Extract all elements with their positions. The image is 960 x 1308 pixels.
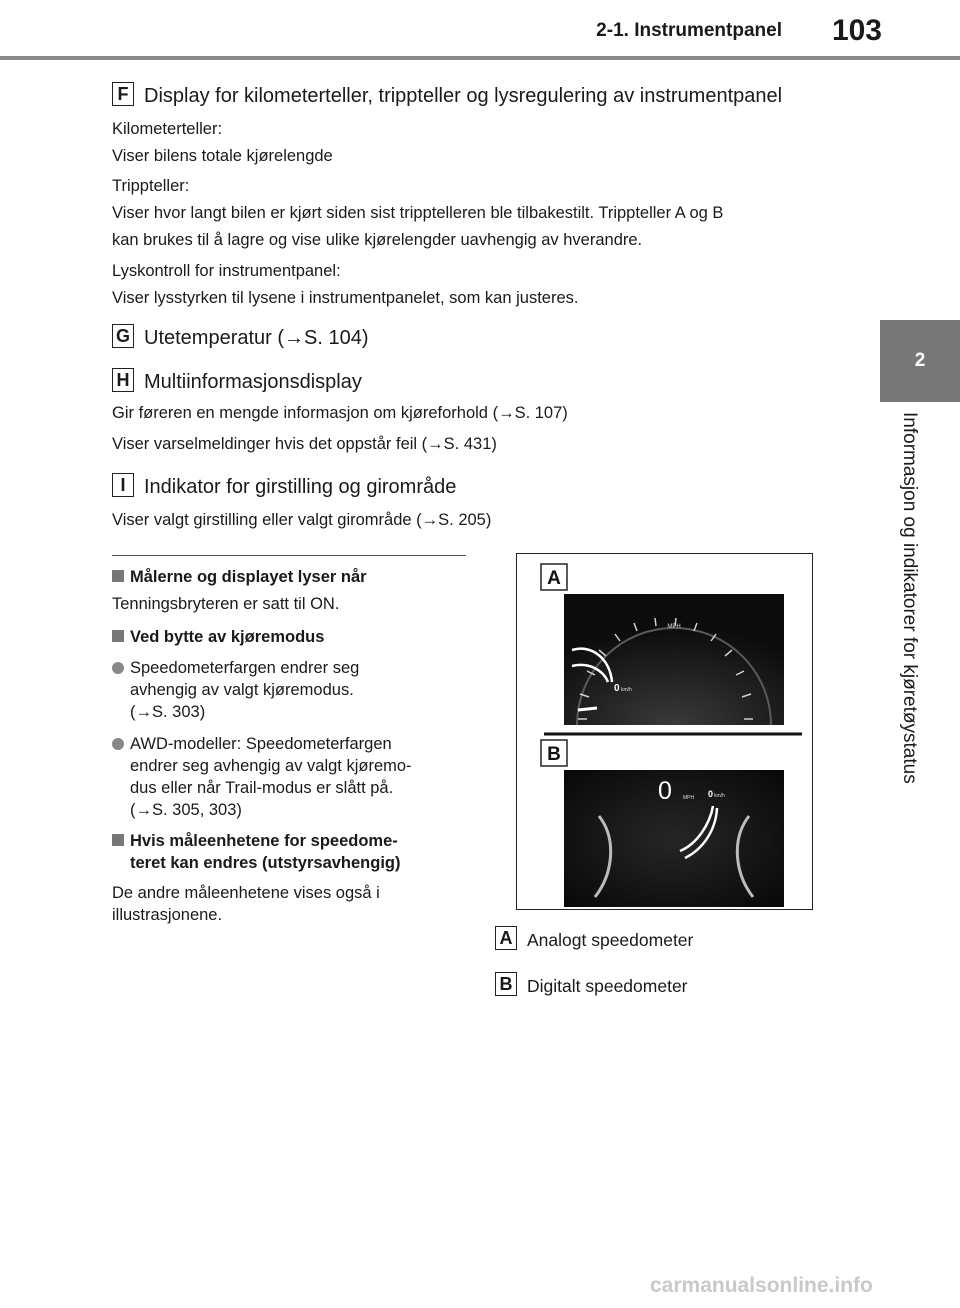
note-3-text: De andre måleenhetene vises også i illustrasjonene. <box>112 884 380 924</box>
watermark: carmanualsonline.info <box>650 1274 873 1297</box>
odometer-paragraph <box>112 116 333 170</box>
section-g-title: Utetemperatur (→S. 104) <box>144 327 369 349</box>
notes-divider <box>112 555 466 556</box>
label-f: F <box>112 82 134 106</box>
section-h-text-1: Gir føreren en mengde informasjon om kjøreforhold (→S. 107) <box>112 404 568 422</box>
section-i-text: Viser valgt girstilling eller valgt girområde (→S. 205) <box>112 511 492 529</box>
section-header: 2-1. Instrumentpanel <box>596 20 782 41</box>
square-bullet-icon <box>112 630 124 642</box>
square-bullet-icon <box>112 834 124 846</box>
section-f-title: Display for kilometerteller, trippteller og lysregulering av instrumentpanel <box>144 85 783 107</box>
speedometer-figure <box>516 553 813 910</box>
analog-needle <box>578 708 597 710</box>
tripmeter-label: Trippteller: <box>112 177 190 195</box>
header-divider <box>0 56 960 60</box>
analog-unit: MPH <box>667 624 681 630</box>
caption-label-a: A <box>495 926 517 950</box>
square-bullet-icon <box>112 570 124 582</box>
odometer-text: Viser bilens totale kjørelengde <box>112 147 333 165</box>
round-bullet-icon <box>112 662 124 674</box>
tripmeter-text-1: Viser hvor langt bilen er kjørt siden sist tripptelleren ble tilbakestilt. Trippteller A og B <box>112 204 724 222</box>
note-2-heading: Ved bytte av kjøremodus <box>112 626 324 648</box>
speedometer-illustration <box>517 554 814 911</box>
odometer-label: Kilometerteller: <box>112 120 223 138</box>
digital-sub-unit: km/h <box>714 793 725 799</box>
analog-sub-unit: km/h <box>621 687 632 693</box>
label-i: I <box>112 473 134 497</box>
caption-label-b: B <box>495 972 517 996</box>
section-i-heading <box>112 473 456 499</box>
figure-label-b: B <box>547 744 561 765</box>
note-3-heading: Hvis måleenhetene for speedome- teret kan endres (utstyrsavhengig) <box>112 830 401 874</box>
digital-value: 0 <box>658 777 672 805</box>
caption-a-text: Analogt speedometer <box>527 930 694 950</box>
label-h: H <box>112 368 134 392</box>
analog-panel <box>564 594 784 725</box>
note-1-text: Tenningsbryteren er satt til ON. <box>112 595 340 613</box>
section-f-heading <box>112 82 782 108</box>
note-1-heading: Målerne og displayet lyser når <box>112 566 367 588</box>
caption-a <box>495 926 693 951</box>
digital-unit: MPH <box>683 795 695 801</box>
digital-sub-value: 0 <box>708 789 714 799</box>
label-g: G <box>112 324 134 348</box>
digital-panel <box>564 770 784 907</box>
tripmeter-paragraph <box>112 173 723 254</box>
page-number: 103 <box>831 14 882 47</box>
caption-b-text: Digitalt speedometer <box>527 976 688 996</box>
section-g-heading <box>112 324 369 350</box>
section-h-heading <box>112 368 362 394</box>
round-bullet-icon <box>112 738 124 750</box>
section-h-text-2: Viser varselmeldinger hvis det oppstår feil (→S. 431) <box>112 435 497 453</box>
section-h-title: Multiinformasjonsdisplay <box>144 371 362 393</box>
analog-value: 0 <box>614 683 620 694</box>
chapter-title: Informasjon og indikatorer for kjøretøystatus <box>899 412 920 784</box>
light-control-text: Viser lysstyrken til lysene i instrumentpanelet, som kan justeres. <box>112 289 579 307</box>
chapter-tab: 2 <box>880 320 960 402</box>
caption-b <box>495 972 688 997</box>
figure-label-a: A <box>547 568 561 589</box>
section-i-title: Indikator for girstilling og girområde <box>144 476 457 498</box>
tripmeter-text-2: kan brukes til å lagre og vise ulike kjørelengder uavhengig av hverandre. <box>112 231 643 249</box>
light-control-paragraph <box>112 258 578 312</box>
light-control-label: Lyskontroll for instrumentpanel: <box>112 262 341 280</box>
